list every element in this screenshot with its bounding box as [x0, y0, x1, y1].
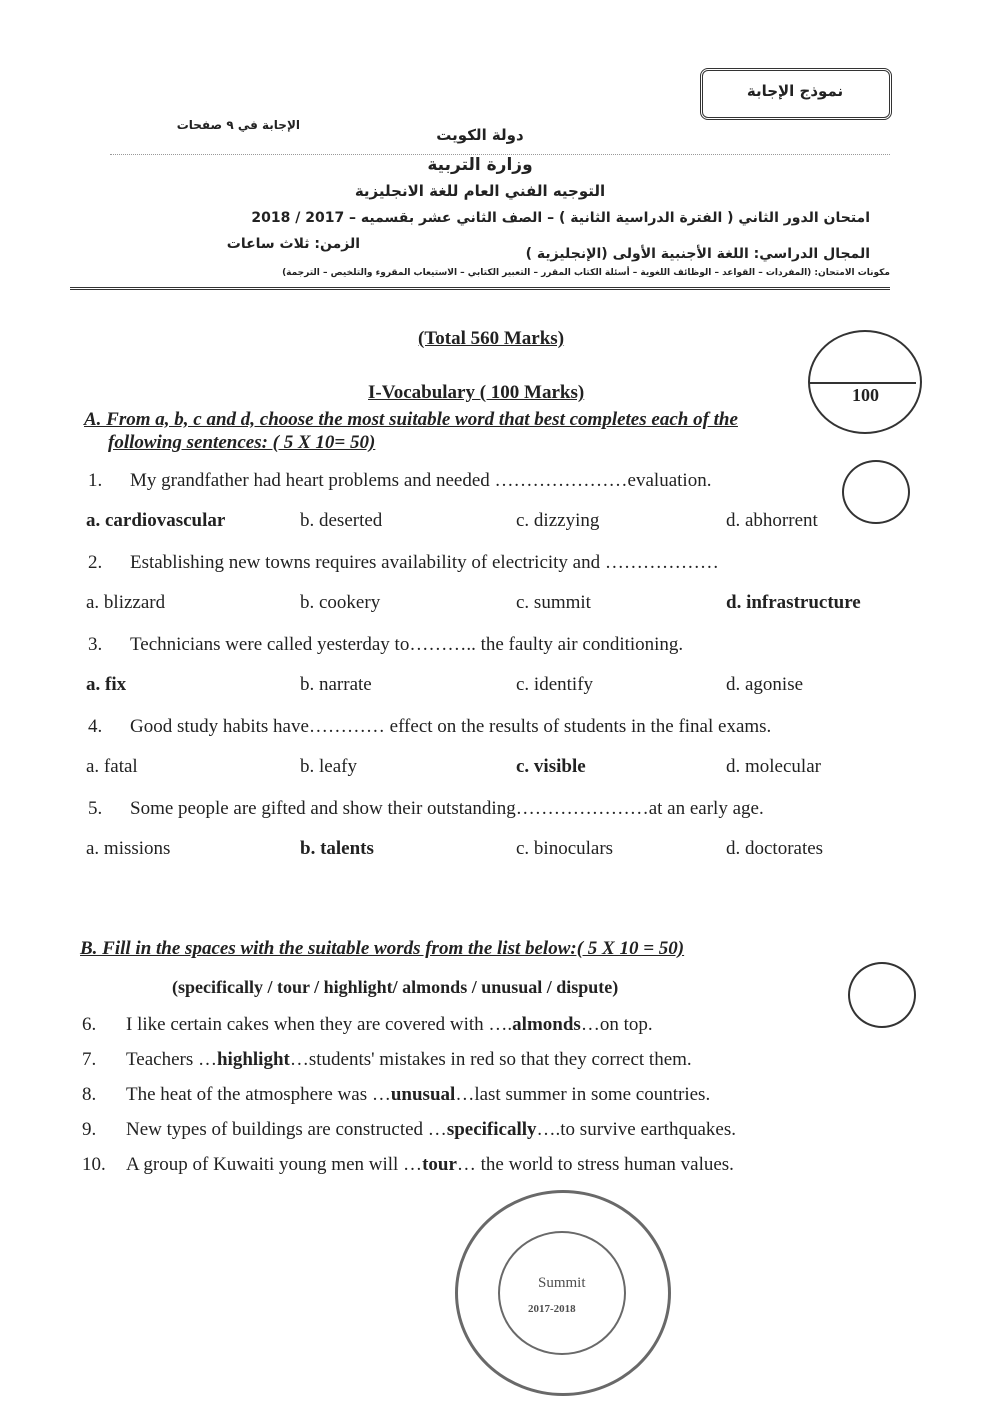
- item-after: ….to survive earthquakes.: [536, 1119, 736, 1140]
- time-line: الزمن: ثلاث ساعات: [226, 236, 360, 252]
- part-a-instruction: A. From a, b, c and d, choose the most suitable word that best completes each of the: [84, 409, 738, 430]
- item-number: 8.: [82, 1084, 97, 1105]
- item-after: …on top.: [580, 1014, 653, 1035]
- directorate-title: التوجيه الفني العام للغة الانجليزية: [354, 182, 606, 200]
- section-title: I-Vocabulary ( 100 Marks): [368, 382, 585, 403]
- word-list: (specifically / tour / highlight/ almonds / unusual / dispute): [172, 977, 619, 997]
- answer-option: a. missions: [86, 838, 171, 859]
- answer-option: c. binoculars: [516, 838, 614, 859]
- item-number: 7.: [82, 1049, 97, 1070]
- question-number: 1.: [88, 470, 103, 491]
- header-rule: [70, 287, 890, 290]
- mark-circle-a: [842, 460, 910, 524]
- state-title: دولة الكويت: [436, 126, 524, 144]
- item-answer: highlight: [216, 1049, 290, 1070]
- answer-option: c. visible: [516, 756, 586, 777]
- question-number: 2.: [88, 552, 103, 573]
- exam-line: امتحان الدور الثاني ( الفترة الدراسية الثانية ) – الصف الثاني عشر بقسميه – 2017 / 2018: [251, 210, 870, 226]
- answer-option: b. cookery: [300, 592, 381, 613]
- mark-circle-b: [848, 962, 916, 1028]
- question-text: My grandfather had heart problems and needed …………………evaluation.: [130, 470, 712, 491]
- answer-model-label: نموذج الإجابة: [746, 82, 844, 100]
- pages-note: الإجابة في ٩ صفحات: [176, 118, 300, 132]
- item-number: 9.: [82, 1119, 97, 1140]
- item-after: …students' mistakes in red so that they correct them.: [289, 1049, 692, 1070]
- answer-option: b. leafy: [300, 756, 357, 777]
- item-number: 10.: [82, 1154, 106, 1175]
- question-text: Technicians were called yesterday to……….. the faulty air conditioning.: [130, 634, 684, 655]
- item-before: New types of buildings are constructed …: [126, 1119, 447, 1140]
- fill-item: [82, 1049, 692, 1071]
- answer-option: c. summit: [516, 592, 591, 613]
- item-before: Teachers …: [126, 1049, 217, 1070]
- question-text: Some people are gifted and show their outstanding…………………at an early age.: [130, 798, 764, 819]
- item-answer: specifically: [446, 1119, 537, 1140]
- item-after: … the world to stress human values.: [456, 1154, 734, 1175]
- stamp-year: 2017-2018: [528, 1303, 576, 1315]
- stamp-center: Summit: [538, 1275, 586, 1291]
- answer-option: d. infrastructure: [726, 592, 861, 613]
- answer-option: d. agonise: [726, 674, 804, 695]
- item-answer: tour: [422, 1154, 457, 1175]
- answer-option: d. doctorates: [726, 838, 824, 859]
- score-circle-line: [810, 382, 916, 384]
- answer-option: a. fix: [86, 674, 127, 695]
- fill-item: [82, 1154, 734, 1176]
- answer-option: d. abhorrent: [726, 510, 818, 531]
- answer-option: c. identify: [516, 674, 594, 695]
- ministry-title: وزارة التربية: [427, 155, 533, 175]
- item-answer: almonds: [512, 1014, 581, 1035]
- subject-line: المجال الدراسي: اللغة الأجنبية الأولى (الإنجليزية ): [525, 246, 870, 262]
- total-marks: (Total 560 Marks): [418, 328, 565, 349]
- item-before: I like certain cakes when they are covered with ….: [126, 1014, 513, 1035]
- answer-option: a. cardiovascular: [86, 510, 226, 531]
- answer-option: d. molecular: [726, 756, 821, 777]
- part-b-instruction: B. Fill in the spaces with the suitable words from the list below:( 5 X 10 = 50): [80, 938, 685, 959]
- question-number: 3.: [88, 634, 103, 655]
- answer-option: b. narrate: [300, 674, 372, 695]
- answer-option: a. fatal: [86, 756, 138, 777]
- answer-option: b. deserted: [300, 510, 383, 531]
- part-a-instruction-2: following sentences: ( 5 X 10= 50): [108, 432, 376, 453]
- fill-item: [82, 1119, 736, 1141]
- answer-option: c. dizzying: [516, 510, 600, 531]
- answer-option: b. talents: [300, 838, 374, 859]
- fill-item: [82, 1014, 653, 1036]
- item-number: 6.: [82, 1014, 97, 1035]
- item-before: The heat of the atmosphere was …: [126, 1084, 391, 1105]
- question-number: 4.: [88, 716, 103, 737]
- question-number: 5.: [88, 798, 103, 819]
- question-text: Establishing new towns requires availability of electricity and ………………: [130, 552, 719, 573]
- fill-item: [82, 1084, 710, 1106]
- exam-components: مكونات الامتحان: (المفردات – القواعد – الوظائف اللغوية – أسئلة الكتاب المقرر – التعبير الكتابي – الاستيعاب المقروء والتلخيص – الترجمة): [282, 268, 890, 278]
- item-after: …last summer in some countries.: [455, 1084, 711, 1105]
- section-score: 100: [852, 385, 879, 405]
- item-answer: unusual: [390, 1084, 456, 1105]
- stamp: [455, 1190, 671, 1396]
- answer-option: a. blizzard: [86, 592, 166, 613]
- question-text: Good study habits have………… effect on the results of students in the final exams.: [130, 716, 772, 737]
- item-before: A group of Kuwaiti young men will …: [126, 1154, 423, 1175]
